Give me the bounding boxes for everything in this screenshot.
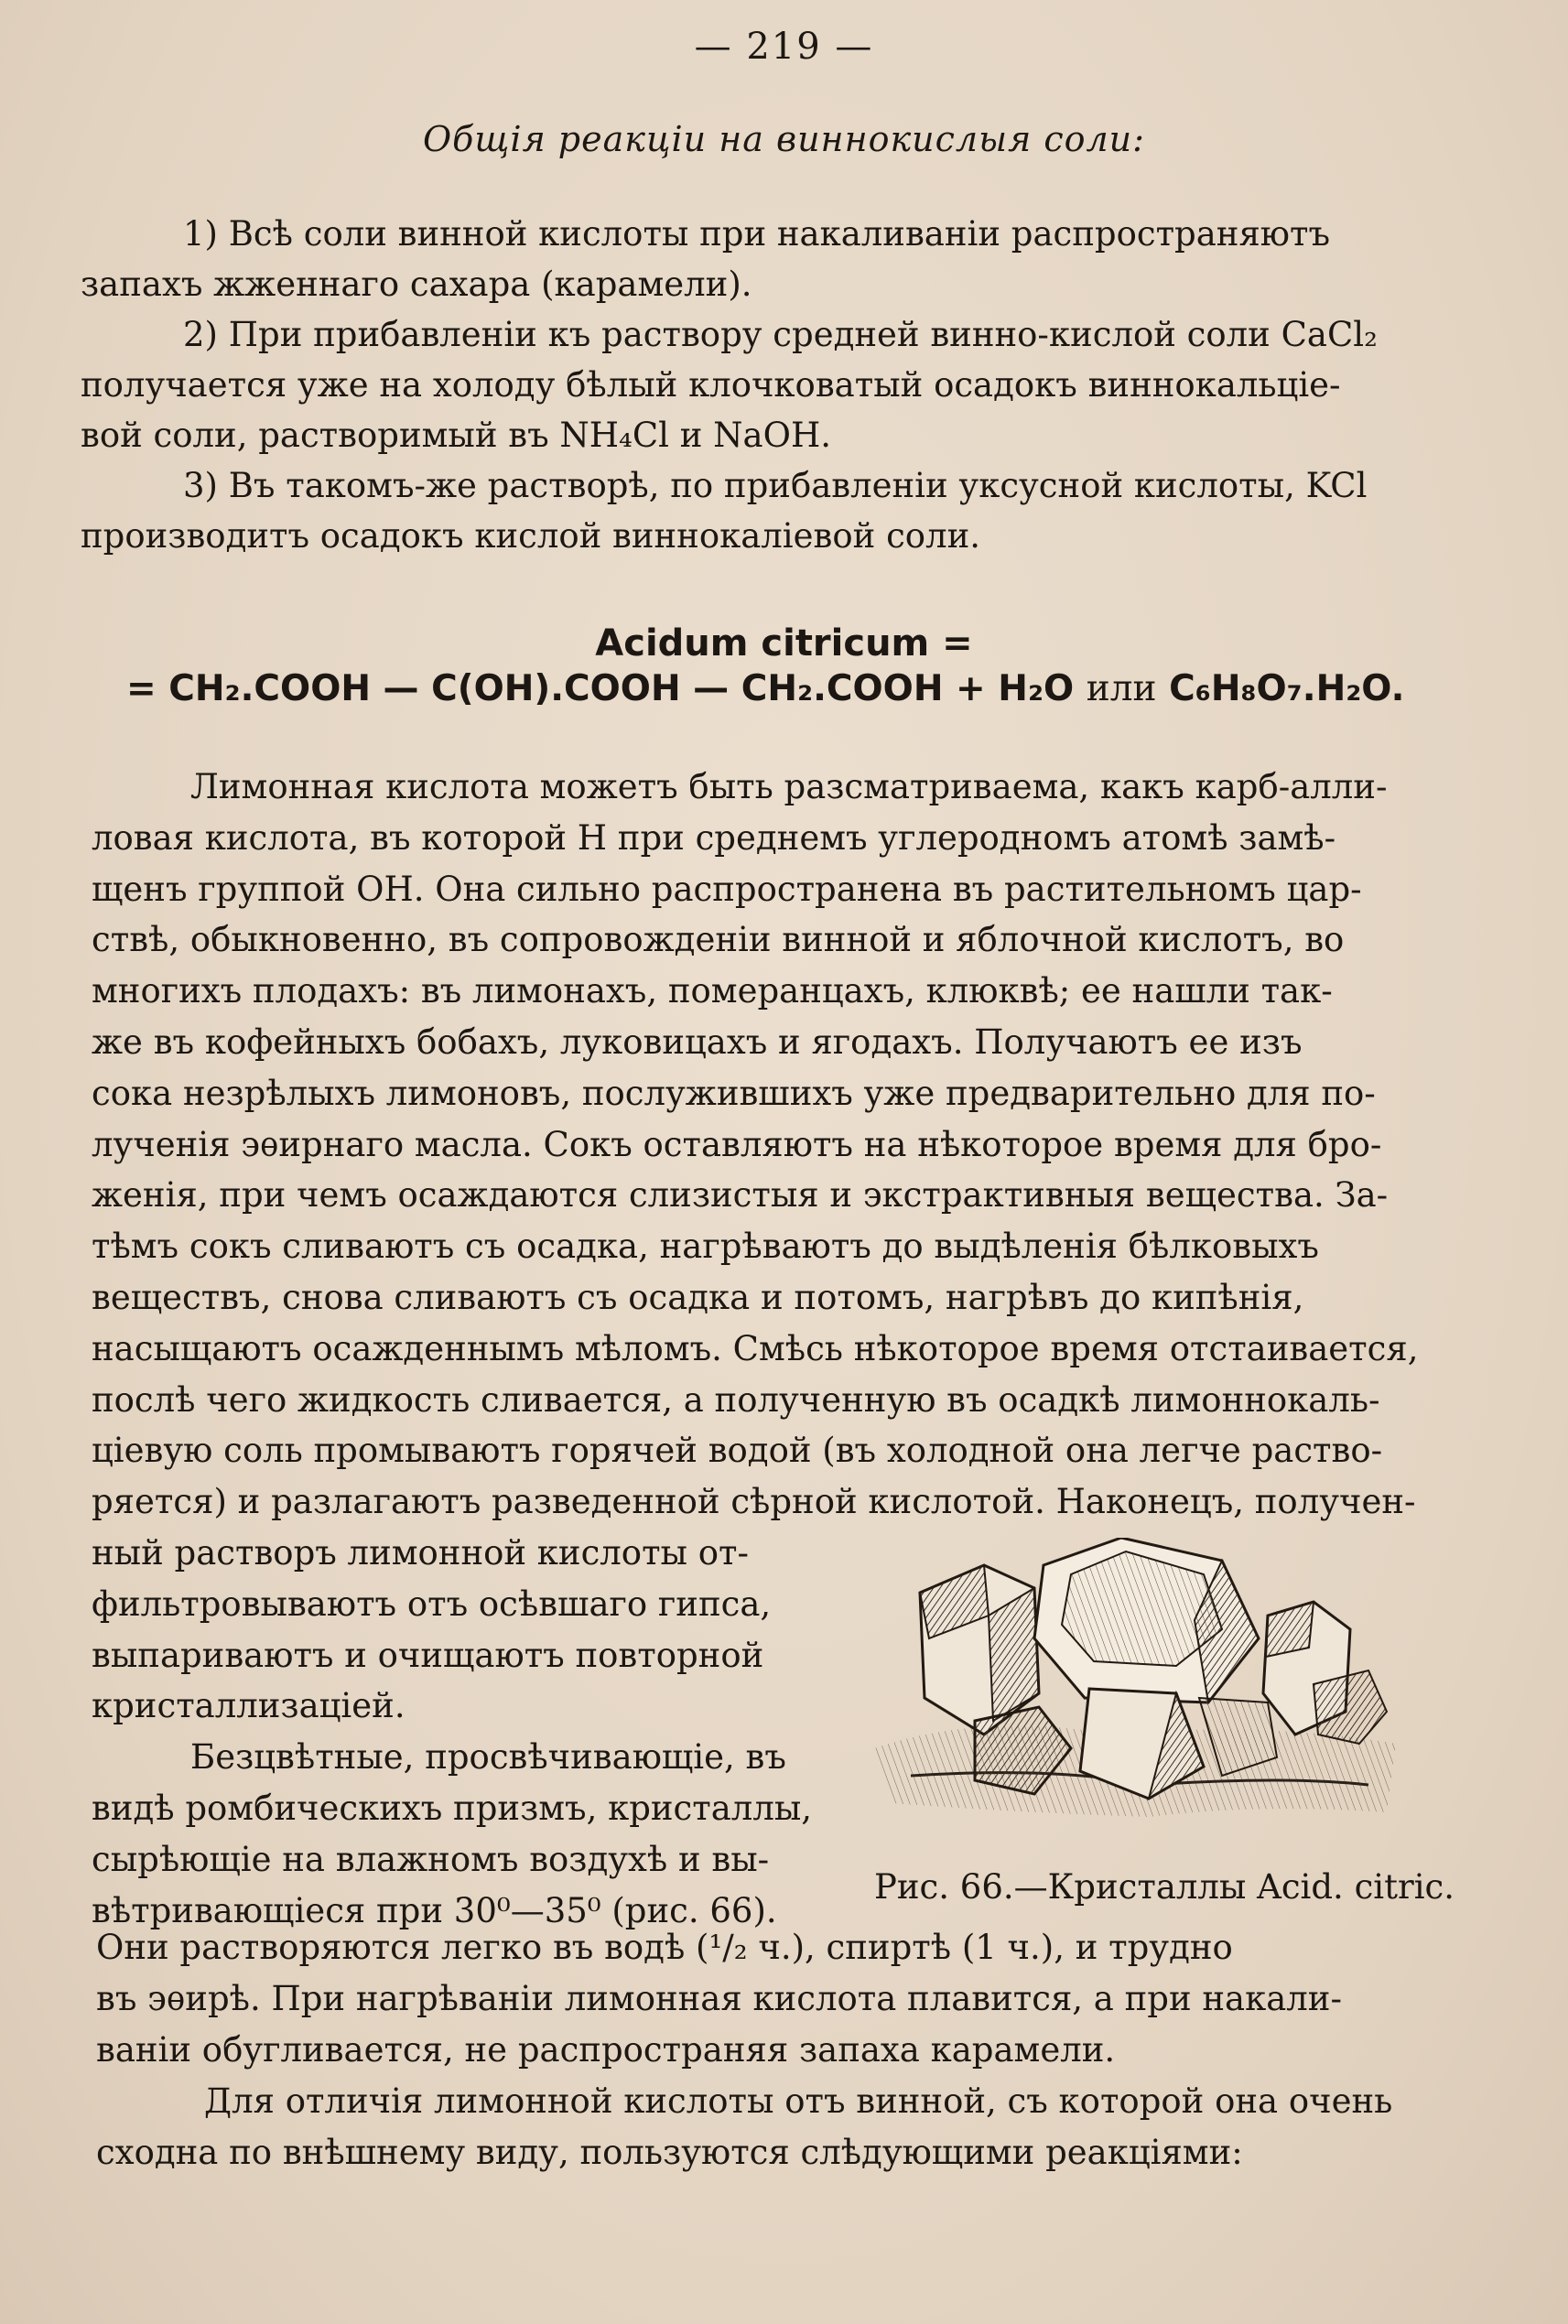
text-line: Они растворяются легко въ водѣ (¹/₂ ч.), спиртѣ (1 ч.), и трудно [96,1928,1233,1967]
reaction-3 [81,460,1454,561]
text-line: женія, при чемъ осаждаются слизистыя и экстрактивныя вещества. За- [92,1175,1389,1216]
text-line: ствѣ, обыкновенно, въ сопровожденіи винной и яблочной кислотъ, во [92,920,1345,960]
figure-caption: Рис. 66.—Кристаллы Acid. citric. [874,1867,1455,1907]
text-line: ряется) и разлагаютъ разведенной сѣрной кислотой. Наконецъ, получен- [92,1482,1416,1522]
text-line: щенъ группой OH. Она сильно распространена въ растительномъ цар- [92,869,1362,909]
text-line: веществъ, снова сливаютъ съ осадка и потомъ, нагрѣвъ до кипѣнія, [92,1277,1304,1317]
reaction-2 [81,309,1454,460]
text-line: ловая кислота, въ которой H при среднемъ углеродномъ атомѣ замѣ- [92,817,1336,858]
text-line: сырѣющіе на влажномъ воздухѣ и вы- [92,1839,770,1879]
formula-alt: C₆H₈O₇.H₂O. [1169,668,1405,709]
crystal-center [1034,1538,1259,1702]
text-line: многихъ плодахъ: въ лимонахъ, померанцахъ, клюквѣ; ее нашли так- [92,971,1333,1011]
section-title: Общія реакціи на виннокислыя соли: [423,119,1145,159]
text-line: вой соли, растворимый въ NH₄Cl и NaOH. [81,416,831,455]
text-line: ваніи обугливается, не распространяя запаха карамели. [96,2030,1116,2070]
text-line: видѣ ромбическихъ призмъ, кристаллы, [92,1788,813,1828]
text-line: сока незрѣлыхъ лимоновъ, послужившихъ уже предварительно для по- [92,1073,1376,1113]
text-line: Лимонная кислота можетъ быть разсматриваема, какъ карб-алли- [190,767,1388,806]
text-line: ціевую соль промываютъ горячей водой (въ холодной она легче раство- [92,1431,1383,1471]
text-line: же въ кофейныхъ бобахъ, луковицахъ и ягодахъ. Получаютъ ее изъ [92,1021,1303,1062]
text-line: 3) Въ такомъ-же растворѣ, по прибавленіи уксусной кислоты, KCl [183,466,1368,505]
text-line: насыщаютъ осажденнымъ мѣломъ. Смѣсь нѣкоторое время отстаивается, [92,1328,1419,1368]
crystals-illustration [874,1538,1396,1840]
text-line: запахъ жженнаго сахара (карамели). [81,265,752,304]
compound-heading: Acidum citricum = [595,622,973,665]
crystal-left [920,1565,1039,1735]
formula-or: или [1086,668,1157,709]
text-line: сходна по внѣшнему виду, пользуются слѣдующими реакціями: [96,2133,1243,2172]
text-line: вѣтривающіеся при 30⁰—35⁰ (рис. 66). [92,1890,777,1930]
reaction-1 [81,209,1454,309]
text-line: кристаллизаціей. [92,1686,406,1726]
text-line: послѣ чего жидкость сливается, а полученную въ осадкѣ лимоннокаль- [92,1379,1380,1420]
text-line: Безцвѣтные, просвѣчивающіе, въ [190,1737,786,1778]
text-line: Для отличія лимонной кислоты отъ винной, съ которой она очень [204,2081,1393,2121]
formula-main: = CH₂.COOH — C(OH).COOH — CH₂.COOH + H₂O [126,668,1075,709]
text-line: тѣмъ сокъ сливаютъ съ осадка, нагрѣваютъ до выдѣленія бѣлковыхъ [92,1227,1319,1267]
crystal-right [1263,1602,1387,1744]
body-paragraph-continued [96,1922,1469,2178]
structural-formula [126,668,1408,709]
text-line: 2) При прибавленіи къ раствору средней винно-кислой соли CaCl₂ [183,315,1378,354]
text-line: получается уже на холоду бѣлый клочковатый осадокъ виннокальціе- [81,365,1341,405]
text-line: производитъ осадокъ кислой виннокаліевой соли. [81,516,980,556]
page-number: — 219 — [694,26,874,68]
text-line: выпариваютъ и очищаютъ повторной [92,1635,764,1675]
text-line: 1) Всѣ соли винной кислоты при накаливаніи распространяютъ [183,214,1331,254]
text-line: фильтровываютъ отъ осѣвшаго гипса, [92,1584,772,1624]
text-line: въ эѳирѣ. При нагрѣваніи лимонная кислота плавится, а при накали- [96,1979,1342,2018]
text-line: ный растворъ лимонной кислоты от- [92,1532,750,1573]
text-line: лученія эѳирнаго масла. Сокъ оставляютъ на нѣкоторое время для бро- [92,1124,1382,1164]
